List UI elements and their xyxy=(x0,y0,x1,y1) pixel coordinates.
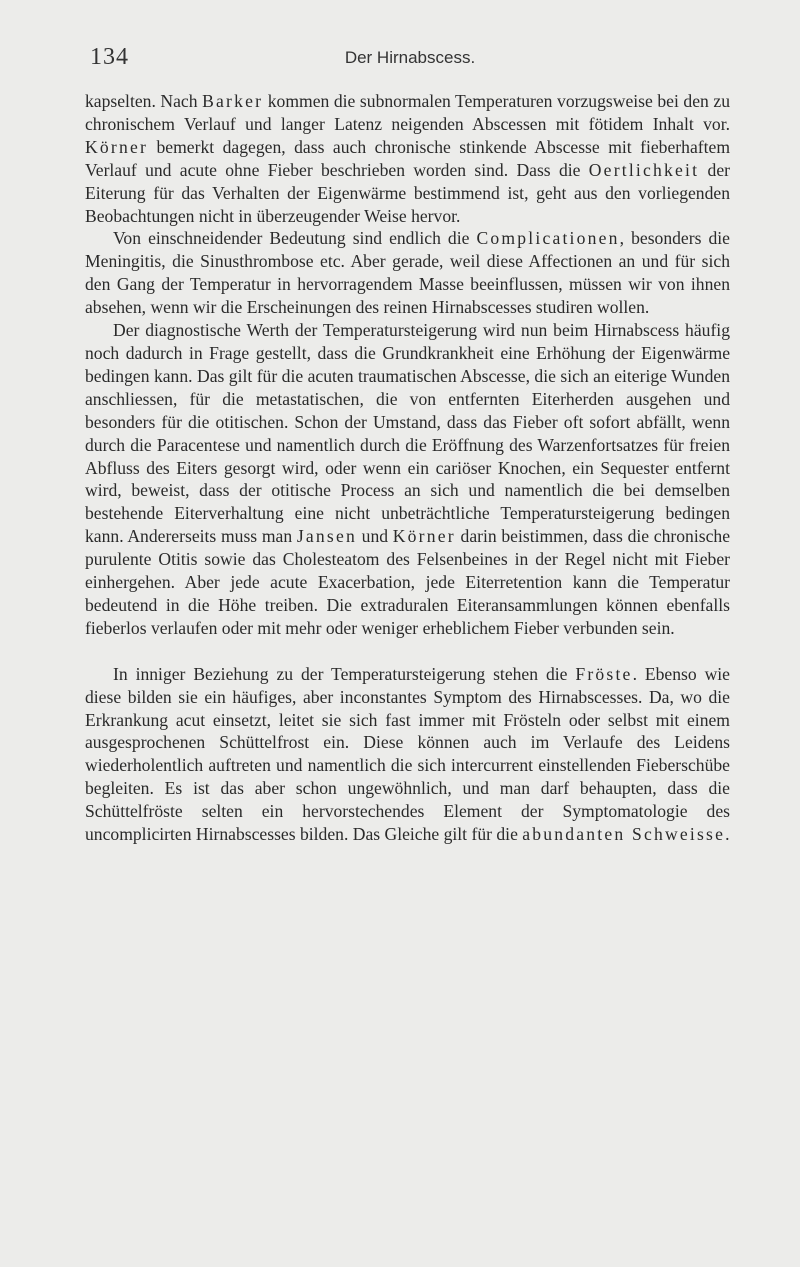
emphasis-spaced: Fröste xyxy=(575,663,633,684)
text-run: . xyxy=(725,824,730,845)
page-header xyxy=(90,44,730,72)
text-run: , besonders die Meningitis, die Sinusthrombose etc. Aber gerade, weil diese Affectionen an und für sich den Gang der Temperatur in hervorragendem Masse beeinflussen, müssen wir von ihnen absehen, wenn wir die Erscheinungen des reinen Hirnabscesses studiren wollen. xyxy=(85,228,730,318)
emphasis-spaced: Körner xyxy=(85,136,149,157)
paragraph xyxy=(85,663,730,846)
text-run: und xyxy=(356,526,393,547)
paragraph xyxy=(85,227,730,319)
emphasis-spaced: Jansen xyxy=(296,526,357,547)
text-run: darin beistimmen, dass die chronische purulente Otitis sowie das Cholesteatom des Felsenbeines in der Regel nicht mit Fieber einhergehen. Aber jede acute Exacerbation, jede Eiterretention kann die Temperatur bedeutend in die Höhe treiben. Die extraduralen Eiteransammlungen können ebenfalls fieberlos verlaufen oder mit mehr oder weniger erheblichem Fieber verbunden sein. xyxy=(85,526,731,638)
running-title: Der Hirnabscess. xyxy=(344,48,476,67)
text-run: der Eiterung für das Verhalten der Eigenwärme bestimmend ist, geht aus den vorliegenden Beobachtungen nicht in überzeugender Weise hervor. xyxy=(85,159,730,226)
emphasis-spaced: Complicationen xyxy=(476,228,620,249)
text-run: Der diagnostische Werth der Temperatursteigerung wird nun beim Hirnabscess häufig noch dadurch in Frage gestellt, dass die Grundkrankheit eine Erhöhung der Eigenwärme bedingen kann. Das gilt für die acuten traumatischen Abscesse, die sich an eiterige Wunden anschliessen, für die metastatischen, die von entfernten Eiterherden ausgehen und besonders für die otitischen. Schon der Umstand, dass das Fieber oft sofort abfällt, wenn durch die Paracentese und namentlich durch die Eröffnung des Warzenfortsatzes für freien Abfluss des Eiters gesorgt wird, oder wenn ein cariöser Knochen, ein Sequester entfernt wird, beweist, dass der otitische Process an sich und namentlich die bei demselben bestehende Eiterverhaltung eine nicht unbeträchtliche Temperatursteigerung bedingen kann. Andererseits muss man xyxy=(85,320,730,547)
text-run: bemerkt dagegen, dass auch chronische stinkende Abscesse mit fieberhaftem Verlauf und acute ohne Fieber beschrieben worden sind. Dass die xyxy=(85,136,730,180)
text-run: kommen die subnormalen Temperaturen vorzugsweise bei den zu chronischem Verlauf und langer Latenz neigenden Abscessen mit fötidem Inhalt vor. xyxy=(85,91,730,134)
text-run: In inniger Beziehung zu der Temperatursteigerung stehen die xyxy=(113,663,576,684)
emphasis-spaced: abundanten Schweisse xyxy=(522,824,726,845)
text-run: kapselten. Nach xyxy=(85,91,203,111)
page-number: 134 xyxy=(90,44,129,70)
emphasis-spaced: Oertlichkeit xyxy=(588,159,700,180)
paragraph xyxy=(85,319,730,640)
text-run: Von einschneidender Bedeutung sind endlich die xyxy=(113,228,477,249)
text-run: . Ebenso wie diese bilden sie ein häufiges, aber inconstantes Symptom des Hirnabscesses. Da, wo die Erkrankung acut einsetzt, leitet sie sich fast immer mit Frösteln oder selbst mit einem ausgesprochenen Schüttelfrost ein. Diese können auch im Verlaufe des Leidens wiederholentlich auftreten und namentlich die sich intercurrent einstellenden Fieberschübe begleiten. Es ist das aber schon ungewöhnlich, und man darf behaupten, dass die Schüttelfröste selten ein hervorstechendes Element der Symptomatologie des uncomplicirten Hirnabscesses bilden. Das Gleiche gilt für die xyxy=(85,663,730,845)
emphasis-spaced: Barker xyxy=(202,91,264,111)
paragraph xyxy=(85,90,730,227)
emphasis-spaced: Körner xyxy=(392,526,456,547)
body-text xyxy=(85,90,730,846)
